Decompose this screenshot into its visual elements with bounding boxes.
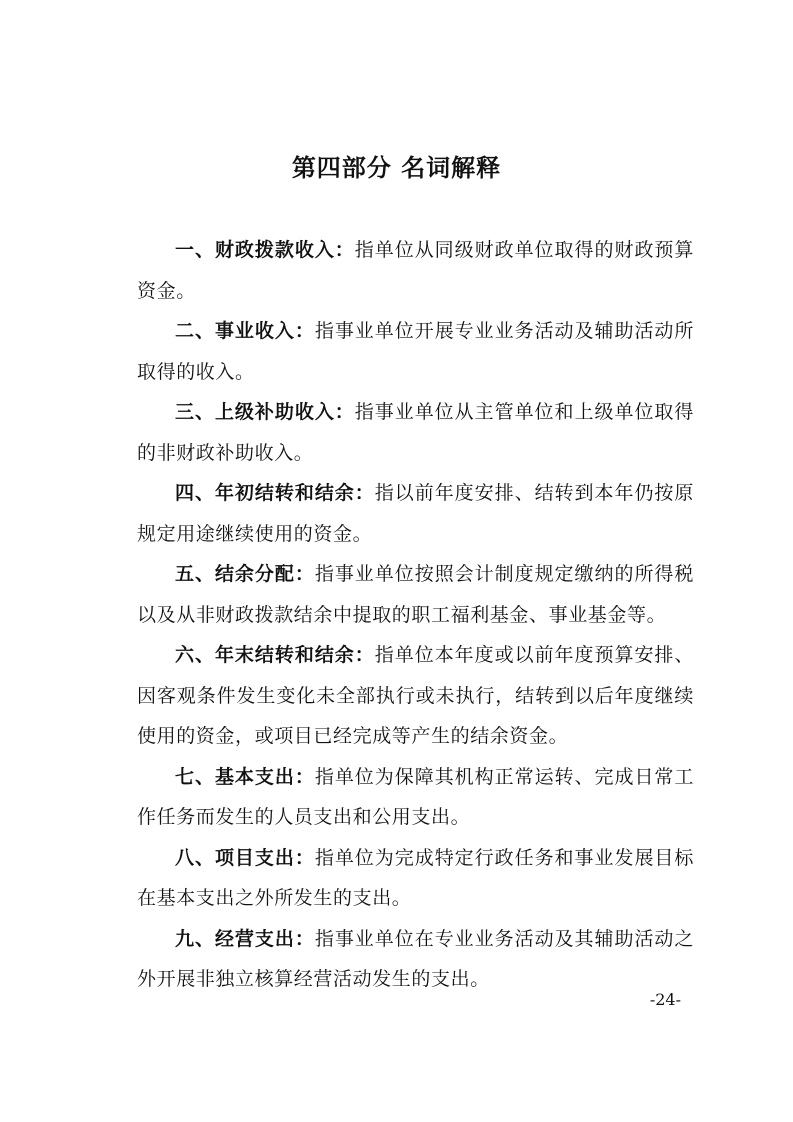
definition-item — [137, 392, 694, 473]
definition-text: 指单位本年度或以前年度预算安排、因客观条件发生变化未全部执行或未执行，结转到以后年度继续使用的资金，或项目已经完成等产生的结余资金。 — [137, 644, 694, 747]
definition-text: 指单位为保障其机构正常运转、完成日常工作任务而发生的人员支出和公用支出。 — [137, 765, 695, 828]
definitions-list — [137, 230, 694, 1000]
definition-item — [137, 838, 694, 919]
definition-item — [137, 919, 694, 1000]
definition-term: 四、年初结转和结余： — [175, 482, 375, 504]
definition-term: 九、经营支出： — [175, 927, 315, 950]
page-number: -24- — [649, 990, 681, 1009]
definition-term: 八、项目支出： — [175, 846, 315, 869]
definition-item — [137, 757, 694, 838]
definition-item — [137, 311, 694, 392]
definition-text: 指事业单位从主管单位和上级单位取得的非财政补助收入。 — [137, 401, 694, 464]
definition-text: 指单位为完成特定行政任务和事业发展目标在基本支出之外所发生的支出。 — [137, 846, 695, 909]
definition-term: 七、基本支出： — [175, 765, 315, 788]
definition-text: 指事业单位按照会计制度规定缴纳的所得税以及从非财政拨款结余中提取的职工福利基金、事业基金等。 — [137, 563, 695, 626]
definition-item — [137, 473, 694, 554]
definition-term: 二、事业收入： — [175, 320, 315, 342]
definition-text: 指以前年度安排、结转到本年仍按原规定用途继续使用的资金。 — [137, 482, 694, 545]
definition-item — [137, 635, 694, 757]
definition-item — [137, 230, 694, 311]
definition-term: 六、年末结转和结余： — [175, 644, 375, 666]
definition-text: 指事业单位开展专业业务活动及辅助活动所取得的收入。 — [137, 320, 695, 383]
definition-item — [137, 554, 694, 635]
definition-term: 一、财政拨款收入： — [175, 239, 355, 261]
definition-term: 三、上级补助收入： — [175, 401, 355, 423]
definition-text: 指事业单位在专业业务活动及其辅助活动之外开展非独立核算经营活动发生的支出。 — [137, 927, 695, 990]
definition-term: 五、结余分配： — [175, 563, 315, 585]
page-title: 第四部分 名词解释 — [291, 153, 502, 182]
definition-text: 指单位从同级财政单位取得的财政预算资金。 — [137, 239, 694, 302]
